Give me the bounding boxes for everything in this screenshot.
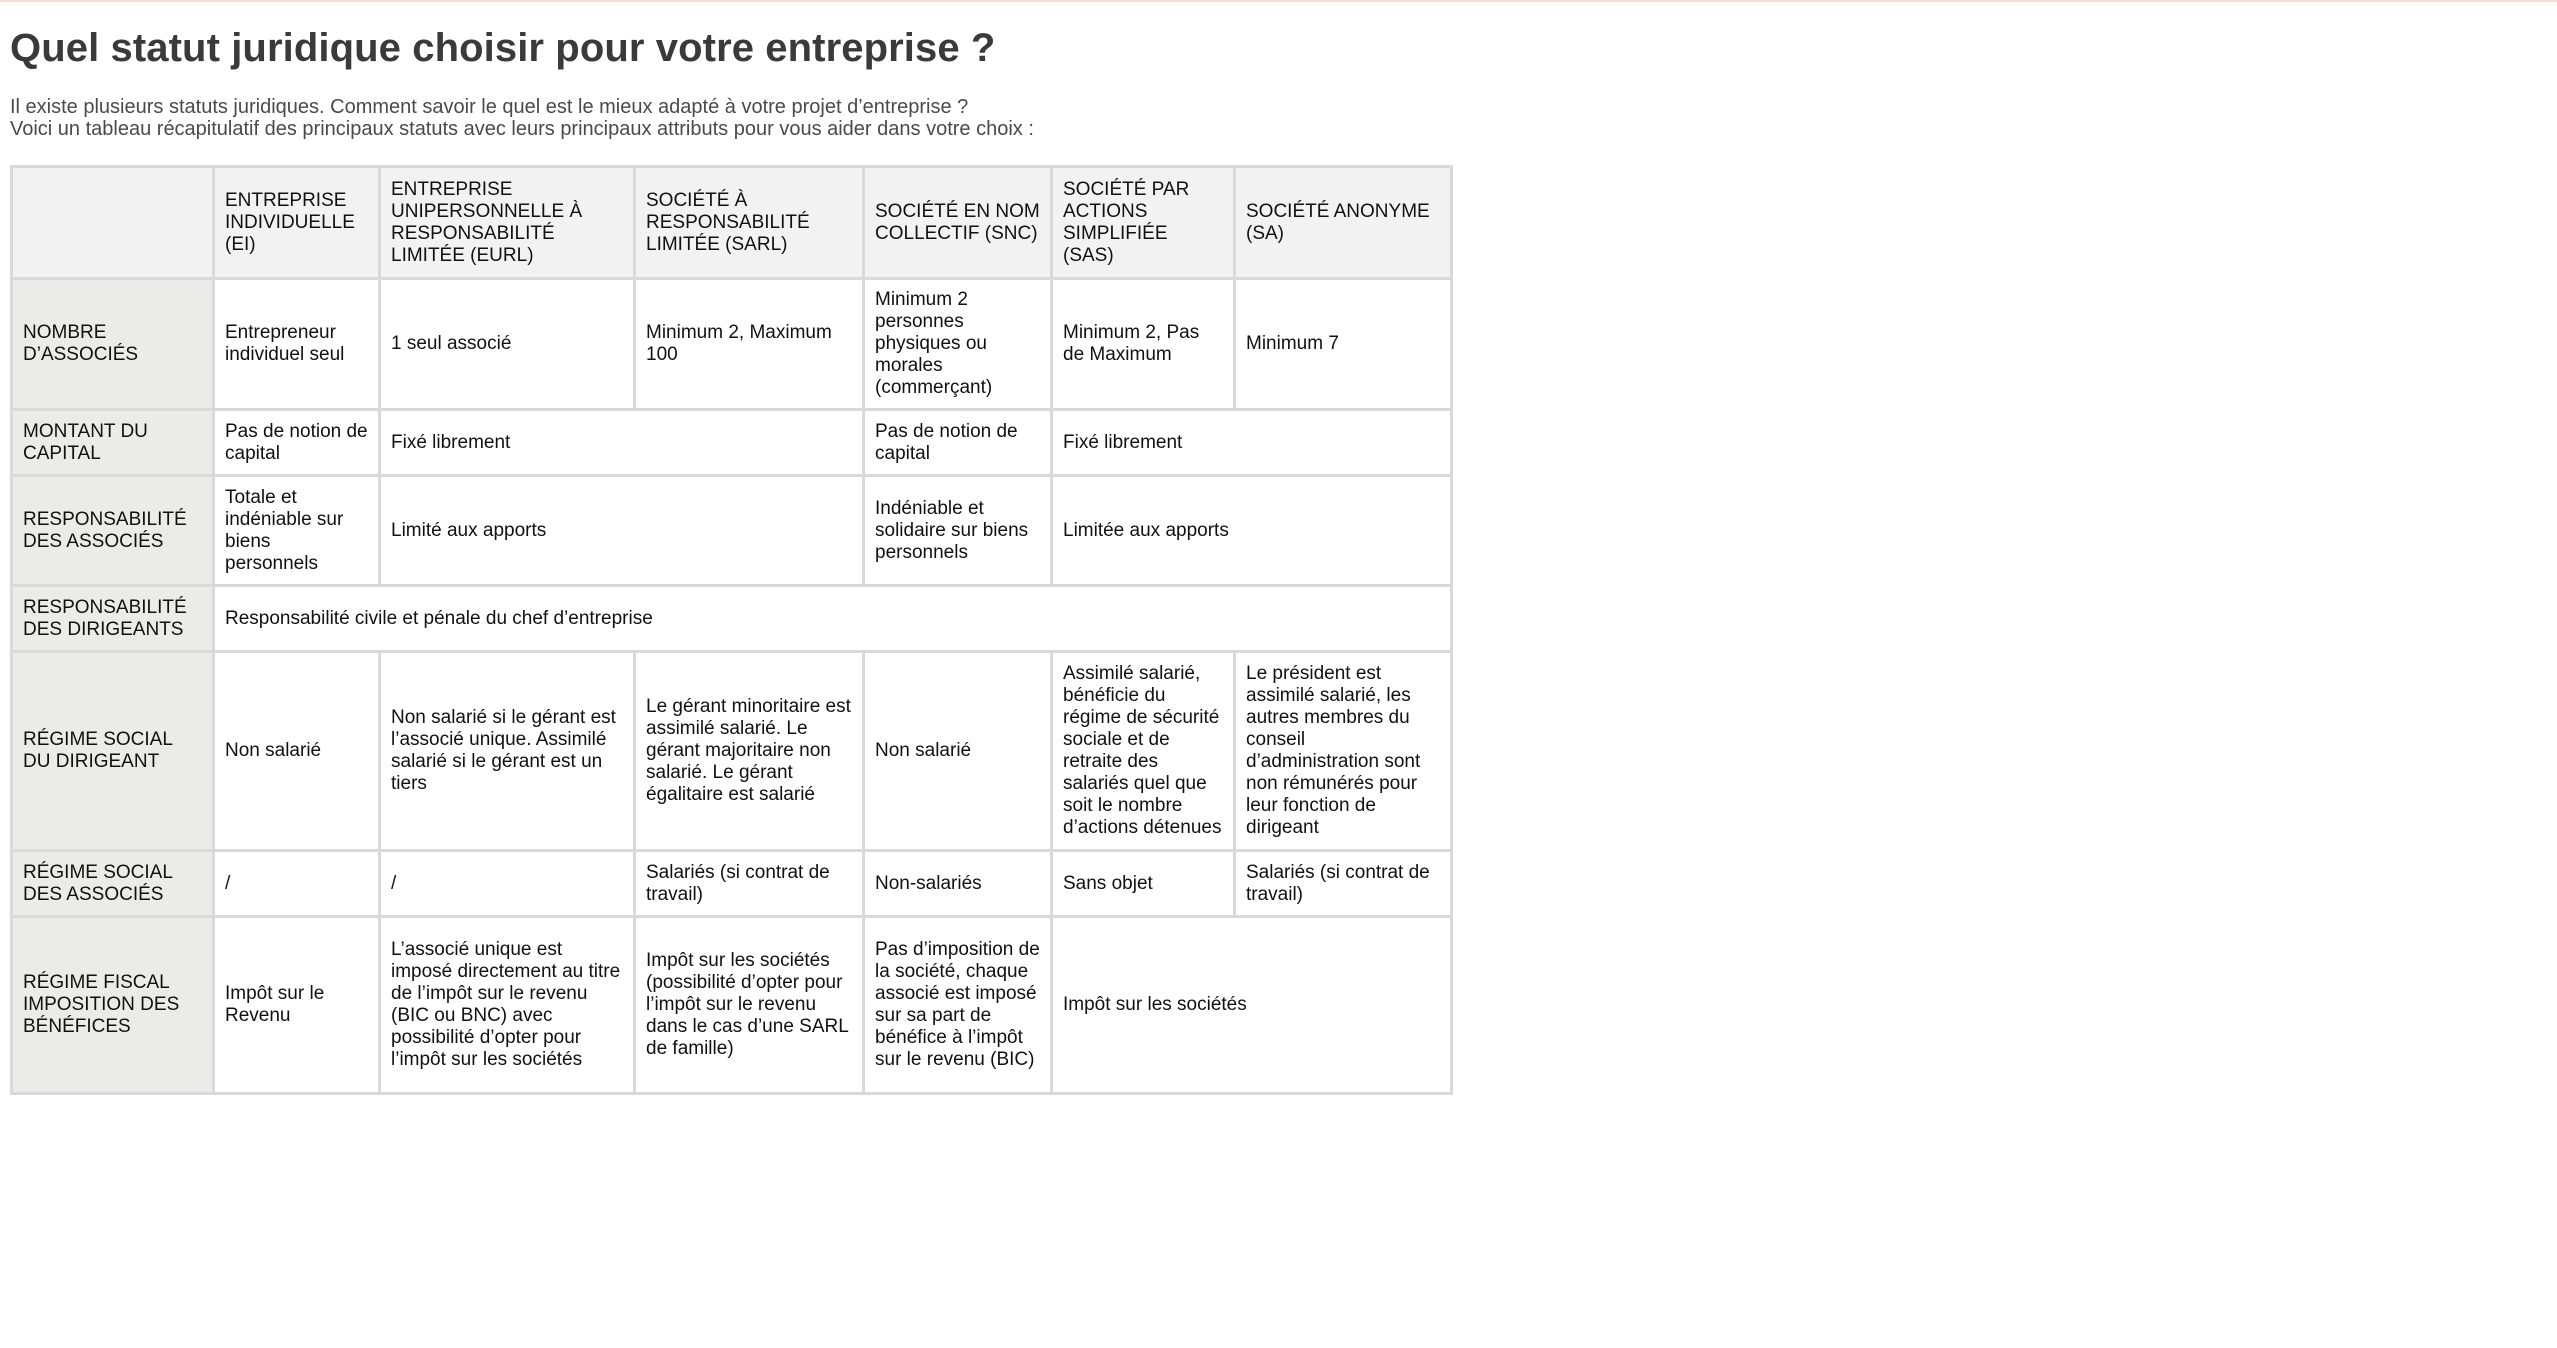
cell-social-dirigeant-sarl: Le gérant minoritaire est assimilé salarié. Le gérant majoritaire non salarié. Le gérant égalitaire est salarié (635, 652, 864, 851)
cell-capital-sas-sa: Fixé librement (1052, 410, 1452, 476)
cell-social-dirigeant-ei: Non salarié (214, 652, 380, 851)
header-ei: ENTREPRISE INDIVIDUELLE (EI) (214, 167, 380, 279)
cell-nombre-associes-sa: Minimum 7 (1235, 279, 1452, 410)
cell-social-associes-sa: Salariés (si contrat de travail) (1235, 851, 1452, 917)
table-row-regime-social-dirigeant (12, 652, 1452, 851)
page-title: Quel statut juridique choisir pour votre entreprise ? (10, 26, 996, 70)
cell-resp-associes-eurl-sarl: Limité aux apports (380, 476, 864, 586)
row-label-regime-social-dirigeant: RÉGIME SOCIAL DU DIRIGEANT (12, 652, 214, 851)
header-snc: SOCIÉTÉ EN NOM COLLECTIF (SNC) (864, 167, 1052, 279)
cell-social-dirigeant-sa: Le président est assimilé salarié, les autres membres du conseil d’administration sont non rémunérés pour leur fonction de dirigeant (1235, 652, 1452, 851)
cell-fiscal-snc: Pas d’imposition de la société, chaque associé est imposé sur sa part de bénéfice à l’impôt sur le revenu (BIC) (864, 917, 1052, 1094)
header-corner (12, 167, 214, 279)
table-row-responsabilite-dirigeants (12, 586, 1452, 652)
intro-text (10, 96, 1034, 140)
table-row-montant-capital (12, 410, 1452, 476)
table-row-regime-social-associes (12, 851, 1452, 917)
header-sas: SOCIÉTÉ PAR ACTIONS SIMPLIFIÉE (SAS) (1052, 167, 1235, 279)
cell-social-associes-sarl: Salariés (si contrat de travail) (635, 851, 864, 917)
cell-nombre-associes-sas: Minimum 2, Pas de Maximum (1052, 279, 1235, 410)
cell-nombre-associes-sarl: Minimum 2, Maximum 100 (635, 279, 864, 410)
cell-social-associes-snc: Non-salariés (864, 851, 1052, 917)
cell-fiscal-sarl: Impôt sur les sociétés (possibilité d’opter pour l’impôt sur le revenu dans le cas d’une SARL de famille) (635, 917, 864, 1094)
cell-nombre-associes-eurl: 1 seul associé (380, 279, 635, 410)
cell-resp-associes-snc: Indéniable et solidaire sur biens personnels (864, 476, 1052, 586)
cell-fiscal-sas-sa: Impôt sur les sociétés (1052, 917, 1452, 1094)
header-sa: SOCIÉTÉ ANONYME (SA) (1235, 167, 1452, 279)
intro-line-2: Voici un tableau récapitulatif des principaux statuts avec leurs principaux attributs pour vous aider dans votre choix : (10, 118, 1034, 140)
cell-resp-associes-ei: Totale et indéniable sur biens personnels (214, 476, 380, 586)
cell-capital-eurl-sarl: Fixé librement (380, 410, 864, 476)
cell-social-dirigeant-snc: Non salarié (864, 652, 1052, 851)
row-label-montant-capital: MONTANT DU CAPITAL (12, 410, 214, 476)
cell-resp-associes-sas-sa: Limitée aux apports (1052, 476, 1452, 586)
row-label-responsabilite-associes: RESPONSABILITÉ DES ASSOCIÉS (12, 476, 214, 586)
table-row-nombre-associes (12, 279, 1452, 410)
cell-capital-snc: Pas de notion de capital (864, 410, 1052, 476)
row-label-regime-fiscal: RÉGIME FISCAL IMPOSITION DES BÉNÉFICES (12, 917, 214, 1094)
cell-capital-ei: Pas de notion de capital (214, 410, 380, 476)
header-eurl: ENTREPRISE UNIPERSONNELLE À RESPONSABILITÉ LIMITÉE (EURL) (380, 167, 635, 279)
table-row-responsabilite-associes (12, 476, 1452, 586)
top-border-line (0, 0, 2557, 2)
table-row-regime-fiscal (12, 917, 1452, 1094)
row-label-regime-social-associes: RÉGIME SOCIAL DES ASSOCIÉS (12, 851, 214, 917)
legal-status-comparison-table (10, 165, 1453, 1095)
cell-social-associes-sas: Sans objet (1052, 851, 1235, 917)
header-sarl: SOCIÉTÉ À RESPONSABILITÉ LIMITÉE (SARL) (635, 167, 864, 279)
cell-fiscal-ei: Impôt sur le Revenu (214, 917, 380, 1094)
cell-social-dirigeant-eurl: Non salarié si le gérant est l’associé unique. Assimilé salarié si le gérant est un tiers (380, 652, 635, 851)
cell-social-associes-eurl: / (380, 851, 635, 917)
row-label-responsabilite-dirigeants: RESPONSABILITÉ DES DIRIGEANTS (12, 586, 214, 652)
row-label-nombre-associes: NOMBRE D’ASSOCIÉS (12, 279, 214, 410)
cell-nombre-associes-snc: Minimum 2 personnes physiques ou morales (commerçant) (864, 279, 1052, 410)
intro-line-1: Il existe plusieurs statuts juridiques. Comment savoir le quel est le mieux adapté à votre projet d’entreprise ? (10, 96, 969, 118)
cell-social-dirigeant-sas: Assimilé salarié, bénéficie du régime de sécurité sociale et de retraite des salariés quel que soit le nombre d’actions détenues (1052, 652, 1235, 851)
table-header-row (12, 167, 1452, 279)
cell-resp-dirigeants-all: Responsabilité civile et pénale du chef d’entreprise (214, 586, 1452, 652)
cell-social-associes-ei: / (214, 851, 380, 917)
cell-fiscal-eurl: L’associé unique est imposé directement au titre de l’impôt sur le revenu (BIC ou BNC) avec possibilité d’opter pour l’impôt sur les sociétés (380, 917, 635, 1094)
cell-nombre-associes-ei: Entrepreneur individuel seul (214, 279, 380, 410)
